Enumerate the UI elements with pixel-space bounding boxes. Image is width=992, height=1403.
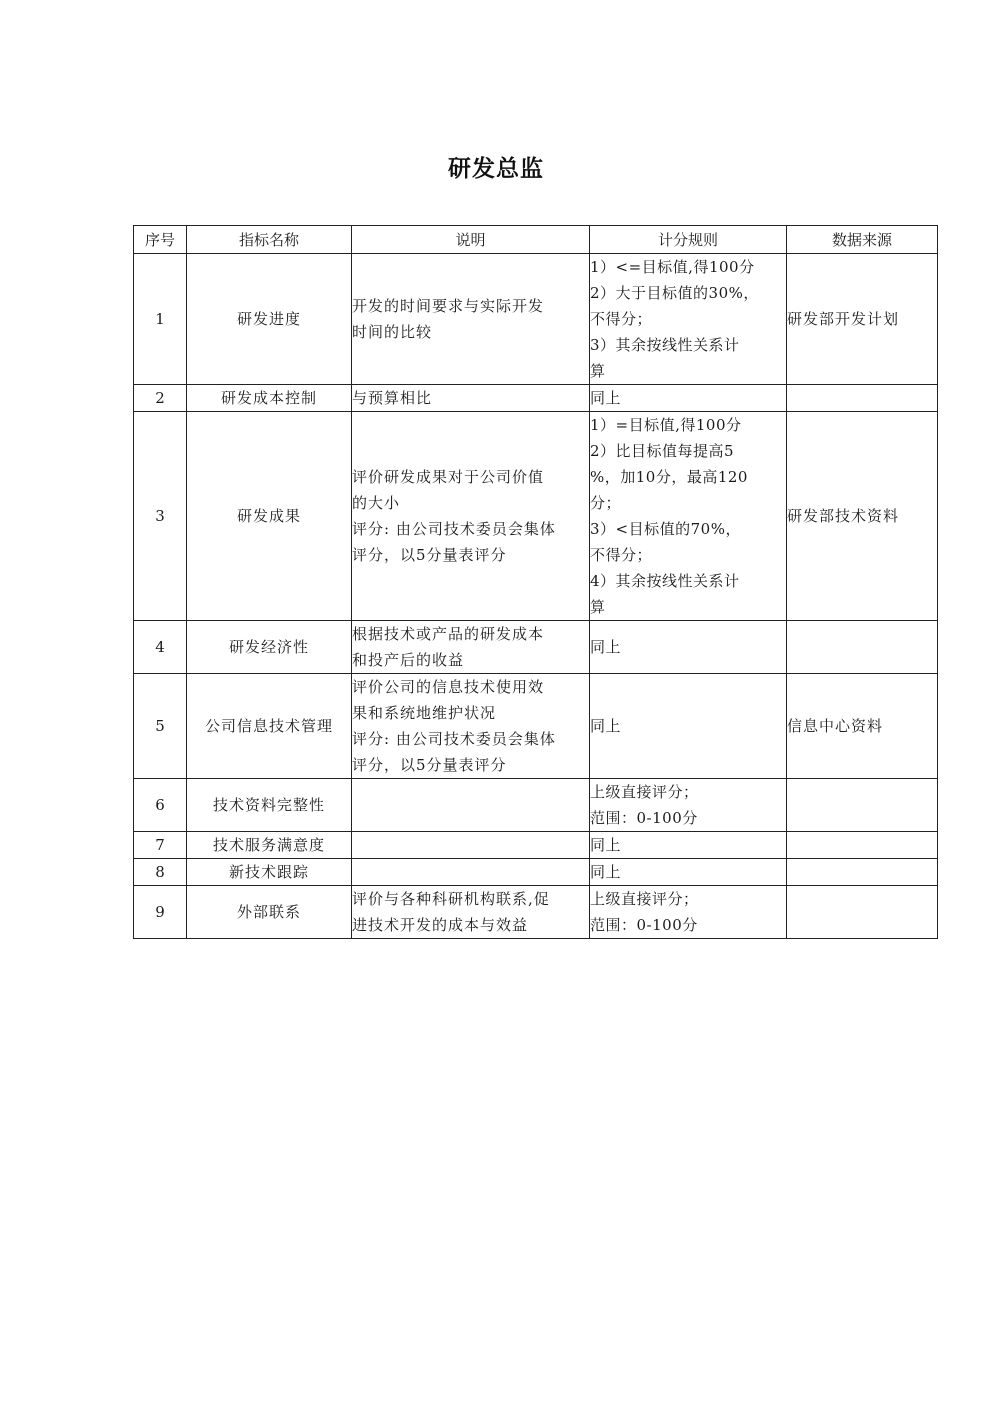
indicator-description-line: 根据技术或产品的研发成本 [352, 625, 545, 643]
indicator-description-line: 评分，以5分量表评分 [352, 756, 507, 774]
scoring-rule-line: 同上 [590, 836, 622, 854]
scoring-rule-line: %，加10分，最高120 [590, 468, 748, 486]
scoring-rule-line: 算 [590, 598, 606, 616]
indicator-description-line: 评分: 由公司技术委员会集体 [352, 520, 556, 538]
indicator-name: 公司信息技术管理 [187, 674, 352, 779]
data-source [787, 886, 938, 939]
indicator-description [352, 254, 590, 385]
scoring-rule-line: 上级直接评分； [590, 783, 699, 801]
indicator-description [352, 779, 590, 832]
row-number: 9 [134, 886, 187, 939]
scoring-rule-line: 范围：0-100分 [590, 916, 698, 934]
header-data-source: 数据来源 [787, 226, 938, 254]
indicator-description [352, 385, 590, 412]
indicator-name: 外部联系 [187, 886, 352, 939]
table-row [134, 832, 938, 859]
scoring-rule-line: 2）比目标值每提高5 [590, 442, 735, 460]
data-source [787, 621, 938, 674]
indicator-name: 技术服务满意度 [187, 832, 352, 859]
scoring-rule-line: 不得分； [590, 310, 653, 328]
row-number: 1 [134, 254, 187, 385]
scoring-rule-line: 2）大于目标值的30%， [590, 284, 759, 302]
indicator-name: 研发进度 [187, 254, 352, 385]
scoring-rule-line: 1）=目标值,得100分 [590, 416, 742, 434]
scoring-rule [590, 412, 787, 621]
indicator-name: 新技术跟踪 [187, 859, 352, 886]
scoring-rule-line: 同上 [590, 717, 622, 735]
header-description: 说明 [352, 226, 590, 254]
indicator-description-line: 和投产后的收益 [352, 651, 465, 669]
table-row [134, 886, 938, 939]
indicator-description-line: 与预算相比 [352, 389, 433, 407]
row-number: 2 [134, 385, 187, 412]
scoring-rule-line: 范围：0-100分 [590, 809, 698, 827]
scoring-rule [590, 859, 787, 886]
indicator-description-line: 果和系统地维护状况 [352, 704, 497, 722]
indicator-name: 研发经济性 [187, 621, 352, 674]
indicator-description-line: 时间的比较 [352, 323, 433, 341]
table-row [134, 621, 938, 674]
indicator-description-line: 开发的时间要求与实际开发 [352, 297, 545, 315]
document-title: 研发总监 [448, 156, 544, 182]
scoring-rule-line: 同上 [590, 863, 622, 881]
scoring-rule-line: 分； [590, 494, 622, 512]
scoring-rule-line: 3）其余按线性关系计 [590, 336, 740, 354]
scoring-rule [590, 674, 787, 779]
indicator-name: 研发成本控制 [187, 385, 352, 412]
table-row [134, 674, 938, 779]
header-indicator-name: 指标名称 [187, 226, 352, 254]
table-row [134, 254, 938, 385]
table-row [134, 859, 938, 886]
indicator-name: 技术资料完整性 [187, 779, 352, 832]
row-number: 5 [134, 674, 187, 779]
indicator-description [352, 859, 590, 886]
indicator-name: 研发成果 [187, 412, 352, 621]
scoring-rule [590, 254, 787, 385]
data-source [787, 385, 938, 412]
data-source [787, 832, 938, 859]
scoring-rule-line: 上级直接评分； [590, 890, 699, 908]
scoring-rule-line: 同上 [590, 638, 622, 656]
row-number: 8 [134, 859, 187, 886]
scoring-rule-line: 算 [590, 362, 606, 380]
data-source [787, 859, 938, 886]
row-number: 4 [134, 621, 187, 674]
row-number: 3 [134, 412, 187, 621]
scoring-rule [590, 832, 787, 859]
table-row [134, 385, 938, 412]
scoring-rule [590, 621, 787, 674]
header-seq: 序号 [134, 226, 187, 254]
scoring-rule-line: 3）<目标值的70%， [590, 520, 741, 538]
scoring-rule-line: 同上 [590, 389, 622, 407]
scoring-rule-line: 1）<=目标值,得100分 [590, 258, 755, 276]
row-number: 6 [134, 779, 187, 832]
table-header-row [134, 226, 938, 254]
data-source: 研发部开发计划 [787, 254, 938, 385]
scoring-rule-line: 4）其余按线性关系计 [590, 572, 740, 590]
indicator-description [352, 621, 590, 674]
indicator-description-line: 评价公司的信息技术使用效 [352, 678, 545, 696]
scoring-rule [590, 385, 787, 412]
indicator-description-line: 评分，以5分量表评分 [352, 546, 507, 564]
table-row [134, 779, 938, 832]
scoring-rule [590, 886, 787, 939]
data-source: 信息中心资料 [787, 674, 938, 779]
indicator-description-line: 评价研发成果对于公司价值 [352, 468, 545, 486]
indicator-description [352, 886, 590, 939]
data-source [787, 779, 938, 832]
data-source: 研发部技术资料 [787, 412, 938, 621]
indicator-description [352, 412, 590, 621]
indicator-description [352, 832, 590, 859]
row-number: 7 [134, 832, 187, 859]
scoring-rule-line: 不得分； [590, 546, 653, 564]
header-scoring-rule: 计分规则 [590, 226, 787, 254]
indicator-description-line: 评分: 由公司技术委员会集体 [352, 730, 556, 748]
indicator-description-line: 进技术开发的成本与效益 [352, 916, 529, 934]
metrics-table [133, 225, 938, 939]
indicator-description-line: 评价与各种科研机构联系,促 [352, 890, 550, 908]
scoring-rule [590, 779, 787, 832]
table-body [134, 254, 938, 939]
indicator-description [352, 674, 590, 779]
table-row [134, 412, 938, 621]
indicator-description-line: 的大小 [352, 494, 401, 512]
